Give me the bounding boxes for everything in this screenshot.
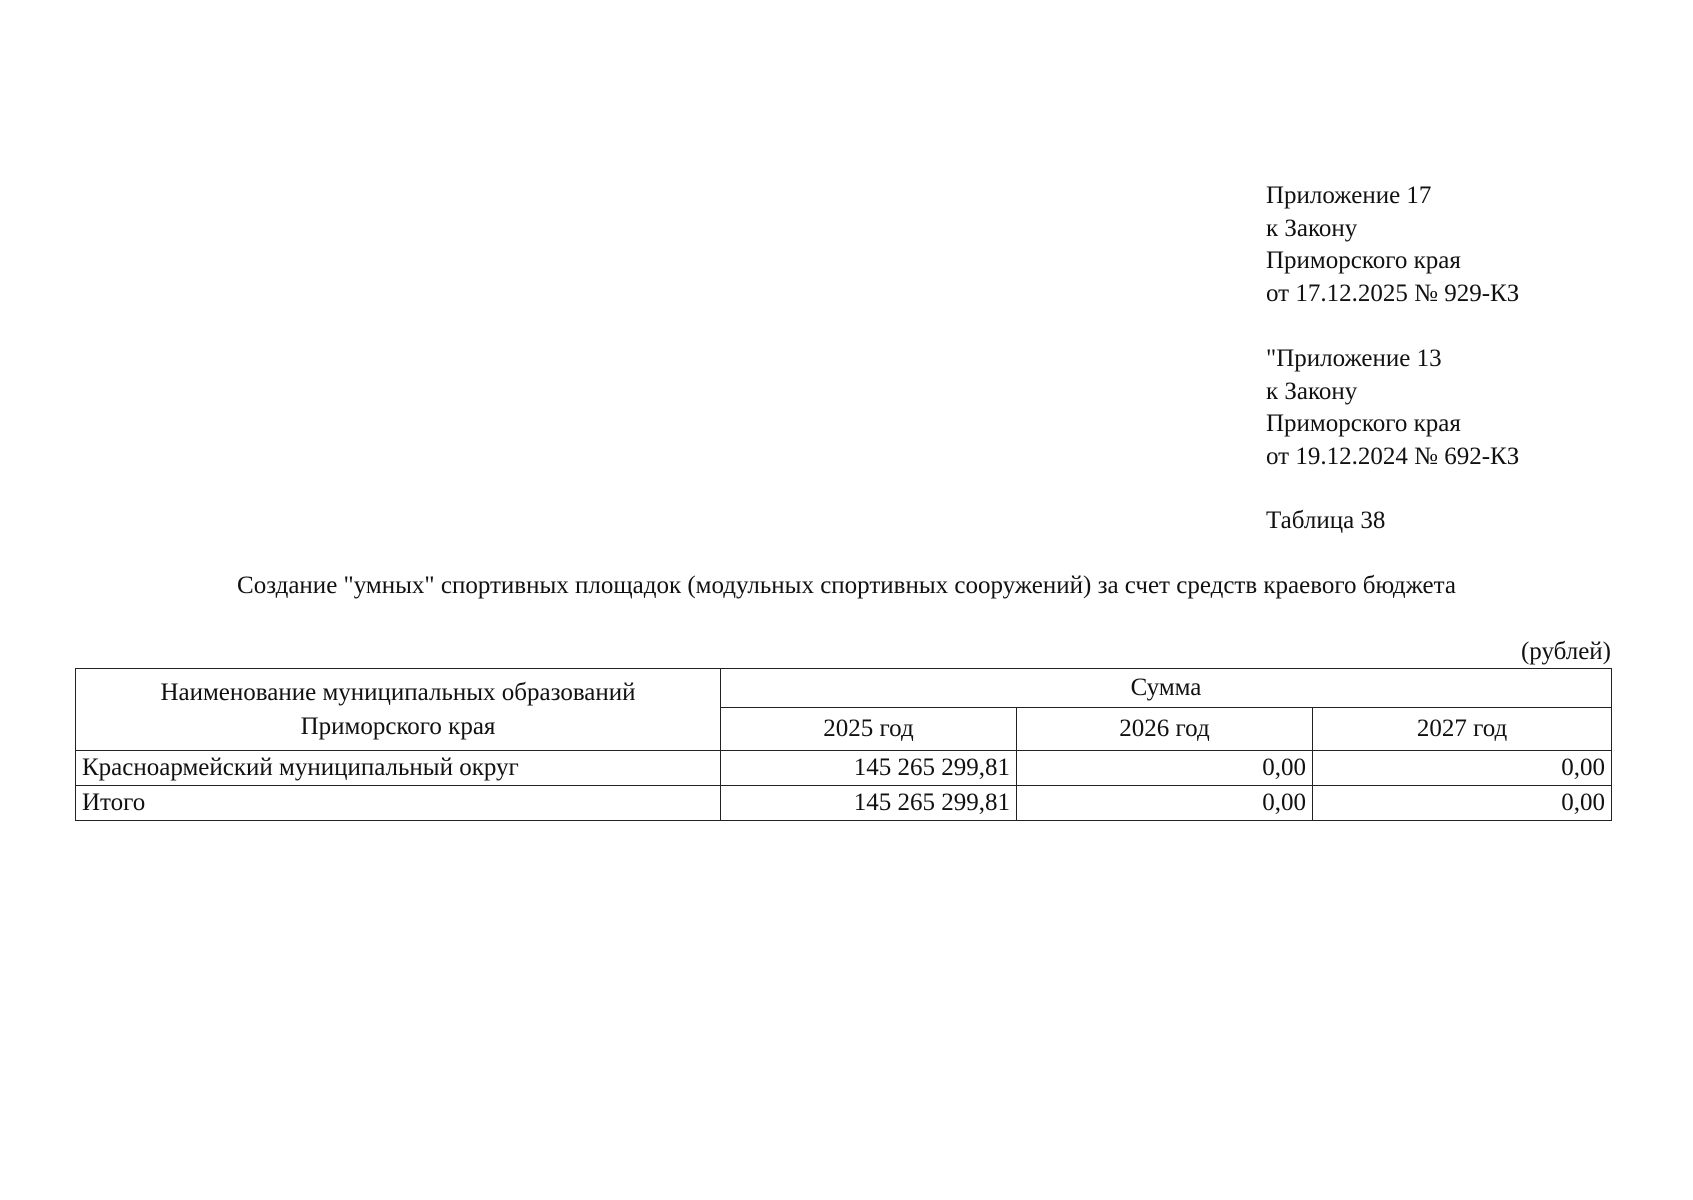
appendix-line: Приморского края — [1266, 410, 1461, 437]
table-total-row — [76, 786, 1612, 821]
appendix-line: Приложение 17 — [1266, 182, 1432, 209]
year-column-header-2027: 2027 год — [1313, 708, 1612, 751]
table-header-row — [76, 669, 1612, 708]
appendix-reference-amended — [1266, 343, 1666, 473]
sum-column-header: Сумма — [721, 669, 1612, 708]
appendix-line: от 19.12.2024 № 692-КЗ — [1266, 442, 1520, 470]
total-cell-2025: 145 265 299,81 — [721, 786, 1017, 821]
appendix-line: "Приложение 13 — [1266, 345, 1442, 372]
total-label-cell: Итого — [76, 786, 721, 821]
total-cell-2026: 0,00 — [1017, 786, 1313, 821]
municipality-column-header — [76, 669, 721, 751]
table-number: Таблица 38 — [1266, 507, 1386, 534]
header-line: Приморского края — [300, 712, 496, 740]
units-label: (рублей) — [1520, 638, 1611, 665]
appendix-line: Приморского края — [1266, 247, 1461, 274]
amount-cell-2025: 145 265 299,81 — [721, 751, 1017, 786]
municipality-name-cell: Красноармейский муниципальный округ — [76, 751, 721, 786]
year-column-header-2026: 2026 год — [1017, 708, 1313, 751]
appendix-reference-current — [1266, 180, 1666, 310]
amount-cell-2027: 0,00 — [1313, 751, 1612, 786]
appendix-line: к Закону — [1266, 377, 1358, 405]
document-title: Создание "умных" спортивных площадок (модульных спортивных сооружений) за счет средств краевого бюджета — [237, 572, 1456, 599]
appendix-line: от 17.12.2025 № 929-КЗ — [1266, 279, 1520, 307]
total-cell-2027: 0,00 — [1313, 786, 1612, 821]
budget-table — [75, 668, 1612, 821]
header-line: Наименование муниципальных образований — [160, 678, 636, 706]
appendix-line: к Закону — [1266, 214, 1358, 242]
amount-cell-2026: 0,00 — [1017, 751, 1313, 786]
year-column-header-2025: 2025 год — [721, 708, 1017, 751]
table-row — [76, 751, 1612, 786]
